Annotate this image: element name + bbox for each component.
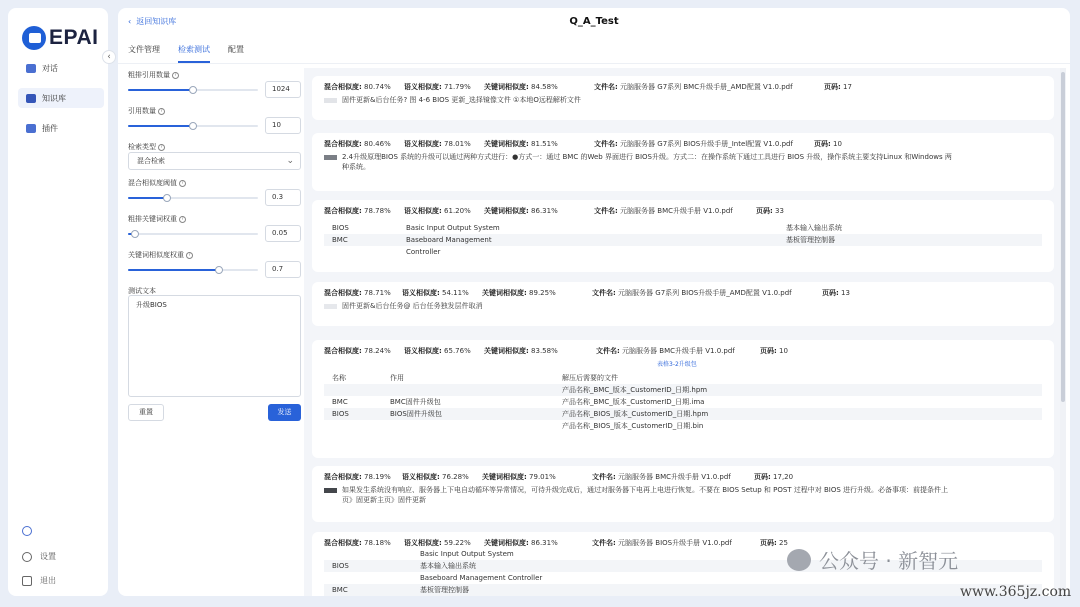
- result-meta: 混合相似度: 78.19% 语义相似度: 76.28% 关键词相似度: 79.01% 文件名: 元脑服务器 BMC升级手册 V1.0.pdf 页码: 17,20: [324, 473, 794, 481]
- chat-icon: [26, 64, 36, 73]
- nav-item-chat[interactable]: [18, 58, 104, 78]
- logo-text: EPAI: [49, 26, 99, 49]
- nav-item-label: 插件: [42, 123, 58, 133]
- result-snippet: 固件更新&后台任务? 图 4-6 BIOS 更新_选择镜像文件 ①本地O远程解析文件: [324, 95, 581, 105]
- search-type-select[interactable]: 混合检索 ⌄: [128, 152, 301, 170]
- chevron-down-icon: ⌄: [286, 156, 294, 166]
- page-number: 13: [841, 289, 850, 297]
- result-card: [312, 466, 1054, 522]
- semantic-score: 59.22%: [444, 539, 471, 547]
- table-row: BMC Baseboard Management 基板管理控制器: [324, 234, 1042, 246]
- page-number: 33: [775, 207, 784, 215]
- help-icon[interactable]: ?: [158, 144, 165, 151]
- hybrid-threshold-input[interactable]: 0.3: [265, 189, 301, 206]
- result-card: [312, 76, 1054, 120]
- results-list: [304, 68, 1066, 596]
- image-thumbnail-icon: [324, 155, 337, 160]
- semantic-score: 54.11%: [442, 289, 469, 297]
- table-row: Baseboard Management Controller: [420, 574, 543, 582]
- result-meta: 混合相似度: 78.18% 语义相似度: 59.22% 关键词相似度: 86.31% 文件名: 元脑服务器 BIOS升级手册 V1.0.pdf 页码: 25: [324, 539, 788, 547]
- file-name: 元脑服务器 G7系列 BIOS升级手册_Intel配置 V1.0.pdf: [620, 140, 793, 148]
- result-snippet: 固件更新&后台任务@ 后台任务独发层件取消: [324, 301, 483, 311]
- help-icon[interactable]: ?: [158, 108, 165, 115]
- hybrid-score: 78.18%: [364, 539, 391, 547]
- table-row: 产品名称_BMC_版本_CustomerID_日期.hpm: [324, 384, 1042, 396]
- semantic-score: 65.76%: [444, 347, 471, 355]
- keyword-score: 81.51%: [531, 140, 558, 148]
- keyword-score: 89.25%: [529, 289, 556, 297]
- watermark-site: www.365jz.com: [960, 584, 1072, 600]
- main-panel: [118, 8, 1070, 596]
- watermark: [787, 545, 958, 574]
- tab-divider: [118, 63, 1070, 64]
- help-icon[interactable]: ?: [179, 180, 186, 187]
- collapse-sidebar-icon[interactable]: ‹: [102, 50, 116, 64]
- test-text-label: 测试文本: [128, 287, 156, 295]
- rerank-count-slider[interactable]: [128, 89, 258, 91]
- nav-item-label: 对话: [42, 63, 58, 73]
- help-icon[interactable]: ?: [179, 216, 186, 223]
- page-number: 10: [779, 347, 788, 355]
- page-number: 25: [779, 539, 788, 547]
- image-thumbnail-icon: [324, 98, 337, 103]
- hybrid-score: 80.74%: [364, 83, 391, 91]
- keyword-sim-weight-slider[interactable]: [128, 269, 258, 271]
- result-snippet-cont: 页》固更新主页》固件更新: [342, 496, 426, 504]
- page-number: 10: [833, 140, 842, 148]
- logo-icon: [22, 26, 46, 50]
- logo: [22, 24, 98, 52]
- table-caption-link[interactable]: 表格3-2升级包: [657, 361, 697, 368]
- help-icon[interactable]: ?: [172, 72, 179, 79]
- table-row: BIOS 基本输入输出系统: [324, 560, 1042, 572]
- page-number: 17: [843, 83, 852, 91]
- cite-count-input[interactable]: 10: [265, 117, 301, 134]
- result-meta: 混合相似度: 80.46% 语义相似度: 78.01% 关键词相似度: 81.51% 文件名: 元脑服务器 G7系列 BIOS升级手册_Intel配置 V1.0.pdf 页码: 10: [324, 140, 842, 148]
- slider-handle[interactable]: [189, 86, 197, 94]
- slider-handle[interactable]: [215, 266, 223, 274]
- tab-file-management[interactable]: 文件管理: [128, 45, 160, 54]
- result-snippet-cont: 种系统。: [342, 163, 370, 171]
- nav-item-plugins[interactable]: [18, 118, 104, 138]
- table-row: BIOS Basic Input Output System 基本输入输出系统: [332, 224, 842, 232]
- reset-button[interactable]: 重置: [128, 404, 164, 421]
- search-type-label: 检索类型 ?: [128, 142, 165, 152]
- image-thumbnail-icon: [324, 304, 337, 309]
- cite-count-label: 引用数量 ?: [128, 106, 165, 116]
- hybrid-score: 78.71%: [364, 289, 391, 297]
- nav-logout[interactable]: [22, 575, 56, 586]
- nav-settings-label: 设置: [40, 552, 56, 561]
- page-number: 17,20: [773, 473, 794, 481]
- result-meta: 混合相似度: 78.71% 语义相似度: 54.11% 关键词相似度: 89.25% 文件名: 元脑服务器 G7系列 BIOS升级手册_AMD配置 V1.0.pdf 页码: 13: [324, 289, 850, 297]
- semantic-score: 61.20%: [444, 207, 471, 215]
- file-name: 元脑服务器 BMC升级手册 V1.0.pdf: [618, 473, 731, 481]
- rerank-count-label: 粗排引用数量 ?: [128, 70, 179, 80]
- hybrid-threshold-label: 混合相似度阈值 ?: [128, 178, 186, 188]
- keyword-sim-weight-label: 关键词相似度权重 ?: [128, 250, 193, 260]
- result-card: [312, 133, 1054, 191]
- tab-config[interactable]: 配置: [228, 45, 244, 54]
- hybrid-score: 78.24%: [364, 347, 391, 355]
- tab-retrieval-test[interactable]: 检索测试: [178, 44, 210, 63]
- chevron-left-icon: ‹: [128, 17, 137, 26]
- hybrid-score: 80.46%: [364, 140, 391, 148]
- slider-handle[interactable]: [163, 194, 171, 202]
- semantic-score: 76.28%: [442, 473, 469, 481]
- keyword-weight-label: 粗排关键词权重 ?: [128, 214, 186, 224]
- results-scrollbar[interactable]: [1060, 68, 1066, 596]
- file-name: 元脑服务器 BMC升级手册 V1.0.pdf: [620, 207, 733, 215]
- file-name: 元脑服务器 G7系列 BMC升级手册_AMD配置 V1.0.pdf: [620, 83, 793, 91]
- result-card: [312, 200, 1054, 272]
- hybrid-score: 78.19%: [364, 473, 391, 481]
- hybrid-threshold-slider[interactable]: [128, 197, 258, 199]
- avatar[interactable]: [22, 526, 40, 536]
- slider-handle[interactable]: [189, 122, 197, 130]
- scrollbar-thumb[interactable]: [1061, 72, 1065, 402]
- keyword-weight-input[interactable]: 0.05: [265, 225, 301, 242]
- keyword-weight-slider[interactable]: [128, 233, 258, 235]
- result-meta: 混合相似度: 80.74% 语义相似度: 71.79% 关键词相似度: 84.58% 文件名: 元脑服务器 G7系列 BMC升级手册_AMD配置 V1.0.pdf 页码: 17: [324, 83, 852, 91]
- keyword-score: 83.58%: [531, 347, 558, 355]
- rerank-count-input[interactable]: 1024: [265, 81, 301, 98]
- result-meta: 混合相似度: 78.24% 语义相似度: 65.76% 关键词相似度: 83.58% 文件名: 元脑服务器 BMC升级手册 V1.0.pdf 页码: 10: [324, 347, 788, 355]
- knowledge-base-icon: [26, 94, 36, 103]
- result-snippet: 2.4升级原理BIOS 系统的升级可以通过两种方式进行：●方式一：通过 BMC 的Web 界面进行 BIOS升级。方式二：在操作系统下通过工具进行 BIOS 升级，操作系统主要支持Linux 和Windows 两: [324, 152, 952, 162]
- result-snippet: 如果发生系统没有响应、服务器上下电自动循环等异常情况，可待升级完成后，通过对服务器下电再上电进行恢复。不要在 BIOS Setup 和 POST 过程中对 BIOS 进行升级。必备事项：前提条件上: [324, 485, 948, 495]
- cite-count-slider[interactable]: [128, 125, 258, 127]
- table-row: BIOS BIOS固件升级包 产品名称_BIOS_版本_CustomerID_日期.hpm: [324, 408, 1042, 420]
- gear-icon: [22, 552, 32, 562]
- table-row: 产品名称_BIOS_版本_CustomerID_日期.bin: [562, 422, 704, 430]
- retrieval-settings-form: [128, 68, 302, 596]
- table-row: Basic Input Output System: [420, 550, 514, 558]
- plugin-icon: [26, 124, 36, 133]
- wechat-icon: [787, 549, 811, 571]
- logout-icon: [22, 576, 32, 586]
- left-nav: [8, 8, 111, 596]
- file-name: 元脑服务器 G7系列 BIOS升级手册_AMD配置 V1.0.pdf: [618, 289, 792, 297]
- watermark-text: 公众号 · 新智元: [819, 549, 959, 573]
- slider-handle[interactable]: [131, 230, 139, 238]
- tab-bar: [128, 44, 262, 63]
- table-row: BMC 基板管理控制器: [324, 584, 1042, 596]
- semantic-score: 71.79%: [444, 83, 471, 91]
- nav-item-knowledge-base[interactable]: [18, 88, 104, 108]
- image-thumbnail-icon: [324, 488, 337, 493]
- page-title: Q_A_Test: [569, 16, 619, 27]
- result-card: [312, 282, 1054, 326]
- nav-item-label: 知识库: [42, 93, 66, 103]
- file-name: 元脑服务器 BMC升级手册 V1.0.pdf: [622, 347, 735, 355]
- nav-settings[interactable]: [22, 551, 56, 562]
- nav-logout-label: 退出: [40, 576, 56, 585]
- table-header-row: 名称 作用 解压后需要的文件: [332, 374, 618, 382]
- hybrid-score: 78.78%: [364, 207, 391, 215]
- back-label: 返回知识库: [136, 17, 177, 26]
- table-row: Controller: [406, 248, 441, 256]
- keyword-sim-weight-input[interactable]: 0.7: [265, 261, 301, 278]
- table-row: BMC BMC固件升级包 产品名称_BMC_版本_CustomerID_日期.ima: [332, 398, 705, 406]
- file-name: 元脑服务器 BIOS升级手册 V1.0.pdf: [618, 539, 732, 547]
- keyword-score: 84.58%: [531, 83, 558, 91]
- result-meta: 混合相似度: 78.78% 语义相似度: 61.20% 关键词相似度: 86.31% 文件名: 元脑服务器 BMC升级手册 V1.0.pdf 页码: 33: [324, 207, 784, 215]
- keyword-score: 86.31%: [531, 539, 558, 547]
- send-button[interactable]: 发送: [268, 404, 301, 421]
- user-icon: [22, 526, 32, 536]
- keyword-score: 79.01%: [529, 473, 556, 481]
- semantic-score: 78.01%: [444, 140, 471, 148]
- help-icon[interactable]: ?: [186, 252, 193, 259]
- keyword-score: 86.31%: [531, 207, 558, 215]
- result-card: [312, 340, 1054, 458]
- test-text-input[interactable]: 升级BIOS: [128, 295, 301, 397]
